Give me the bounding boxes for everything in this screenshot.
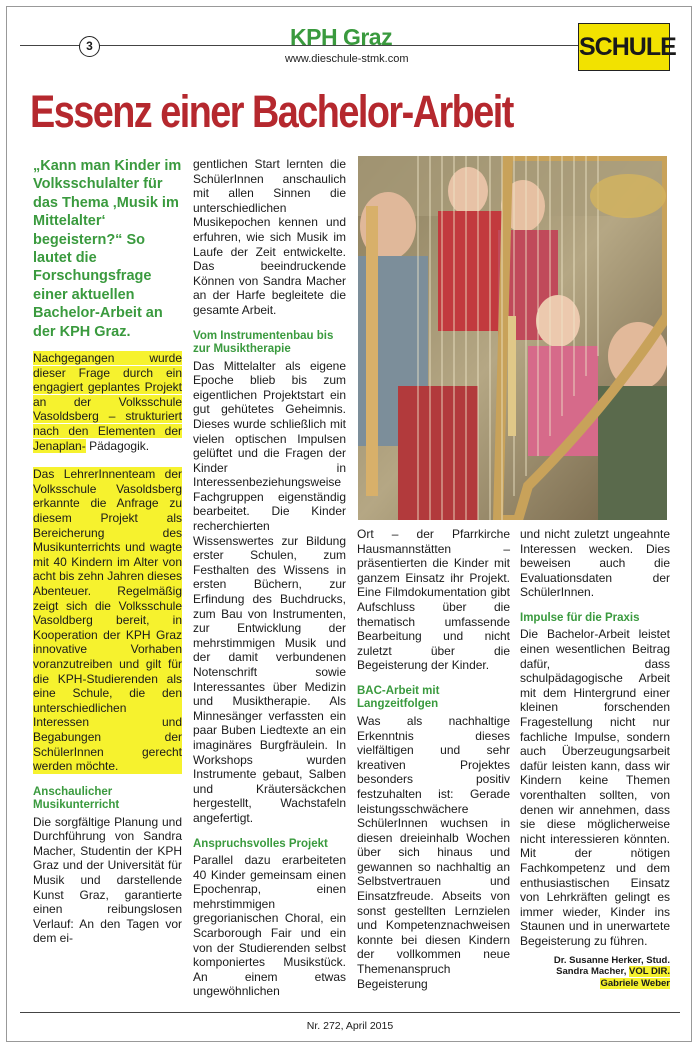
- subheading-instrumentenbau: Vom Instrumentenbau bis zur Musiktherapie: [193, 329, 334, 356]
- column-2: [193, 157, 346, 999]
- subheading-impulse-praxis: Impulse für die Praxis: [520, 611, 640, 624]
- col1-paragraph-1: [33, 351, 182, 453]
- harp-children-photo: [358, 156, 667, 520]
- col3-paragraph-1: Ort – der Pfarrkirche Hausmannstätten – präsentierten die Kinder mit ganzem Einsatz ihr Projekt. Eine Filmdokumentation gibt Aufschluss über die thematisch umfassende Bearbeitung und nicht zuletzt über die Begeisterung der Kinder.: [357, 527, 510, 673]
- headline: Essenz einer Bachelor-Arbeit: [30, 86, 513, 137]
- footer-rule: [20, 1012, 680, 1013]
- col1-paragraph-1-end: Pädagogik.: [89, 438, 150, 453]
- col1-paragraph-3: Die sorgfältige Planung und Durchführung von Sandra Macher, Studentin der KPH Graz und der Universität für Musik und darstellende Kunst Graz, garantierte einen reibungslosen Verlauf: An den Tagen vor dem ei-: [33, 814, 182, 946]
- byline-authors: Dr. Susanne Herker, Stud. Sandra Macher,: [553, 954, 670, 978]
- section-title: KPH Graz: [290, 24, 393, 50]
- highlighted-text: Nachgegangen wurde dieser Frage durch ein engagiert geplantes Projekt an der Volksschule Vasoldsberg – strukturiert nach den Elementen der Jenaplan-: [33, 351, 182, 453]
- col4-paragraph-2: Die Bachelor-Arbeit leistet einen wesentlichen Beitrag dafür, dass schulpädagogische Arbeit mit dem Hintergrund einer kleinen forschenden Fragestellung nicht nur fachliche Impulse, sondern auch Überzeugungsarbeit dafür leisten kann, dass wir Kindern keine Themen vorenthalten sollten, von denen wir annehmen, dass sie diese möglicherweise nicht interessieren könnten. Mit der nötigen Fachkompetenz und dem enthusiastischen Einsatz von Lehrkräften gelingt es immer wieder, Kinder ins Staunen und in unerwartete Begeisterung zu führen.: [520, 627, 670, 948]
- issue-footer: Nr. 272, April 2015: [306, 1020, 394, 1032]
- col1-paragraph-2-highlighted: Das LehrerInnenteam der Volksschule Vasoldsberg erkannte die Anfrage zu diesem Projekt als Bereicherung des Musikunterrichts und wagte mit 40 Kindern im Alter von acht bis zehn Jahren dieses Abenteuer. Regelmäßig zeigt sich die Volksschule Vasoldberg bereit, in Kooperation der KPH Graz innovative Vorhaben voranzutreiben und gilt für die KPH-Studierenden als eine Schule, die den unterschiedlichen Interessen und Begabungen der SchülerInnen gerecht werden möchte.: [33, 467, 182, 774]
- column-1: [33, 157, 182, 946]
- col2-paragraph-1: gentlichen Start lernten die SchülerInnen anschaulich mit allen Sinnen die unterschiedlichen Musikepochen kennen und erfuhren, wie sich Musik im Laufe der Zeit entwickelte. Das beeindruckende Können von Sandra Macher an der Harfe begleitete die gesamte Arbeit.: [193, 157, 346, 317]
- column-4: [520, 527, 670, 989]
- schule-logo: SCHULE: [578, 23, 670, 71]
- header-url[interactable]: www.dieschule-stmk.com: [285, 53, 409, 65]
- col2-paragraph-2: Das Mittelalter als eigene Epoche blieb bis zum eigentlichen Projektstart ein gut gehütetes Geheimnis. Dieses wurde schließlich mit vielen optischen Impulsen gelüftet und die Fragen der Kinder in Interessenbeziehungsweise Fachgruppen eigenständig bearbeitet. Die Kinder recherchierten Wissenswertes zur Bildung erster Schulen, zum Festhalten des Wissens in ersten Büchern, zur Erfindung des Buchdrucks, zum Bau von Instrumenten, zur Entwicklung der mehrstimmigen Musik und der damit verbundenen Notenschrift sowie Interessantes über Medizin und Musiktherapie. Als Minnesänger verfassten ein paar Buben Liedtexte an ein imaginäres Burgfräulein. In Workshops wurden Instrumente gebaut, Salben und Kräutersäckchen hergestellt, Wachstafeln angefertigt.: [193, 358, 346, 825]
- subheading-anspruchsvolles-projekt: Anspruchsvolles Projekt: [193, 837, 328, 850]
- column-3: [357, 527, 510, 991]
- author-byline: [520, 955, 670, 990]
- col4-paragraph-1: und nicht zuletzt ungeahnte Interessen wecken. Dies beweisen auch die Evaluationsdaten der SchülerInnen.: [520, 527, 670, 600]
- lead-question: „Kann man Kinder im Volksschulalter für das Thema ‚Musik im Mittelalter‘ begeistern?“ So lautet die Forschungsfrage einer aktuellen Bachelor-Arbeit an der KPH Graz.: [33, 158, 182, 340]
- col2-paragraph-3: Parallel dazu erarbeiteten 40 Kinder gemeinsam einen Epochenrap, einen mehrstimmigen gregorianischen Choral, ein Scarborough Fair und ein von der Studierenden selbst komponiertes Musikstück. An einem etwas ungewöhnlichen: [193, 853, 346, 999]
- col3-paragraph-2: Was als nachhaltige Erkenntnis dieses vielfältigen und sehr kreativen Projektes besonders positiv festzuhalten ist: Gerade leistungsschwächere SchülerInnen wuchsen in diesen dreieinhalb Wochen über sich hinaus und gewannen so nachhaltig an Selbstvertrauen und Einsatzfreude. Abseits von sonst gestellten Lernzielen und Kompetenznachweisen konnte bei diesen Kindern der vollkommen neue Themenanspruch Begeisterung: [357, 713, 510, 991]
- byline-highlighted-author: VOL DIR. Gabriele Weber: [600, 966, 670, 989]
- subheading-bac-arbeit: BAC-Arbeit mit Langzeitfolgen: [357, 684, 440, 711]
- page-number: 3: [79, 36, 100, 57]
- photo-illustration: [358, 156, 667, 520]
- subheading-anschaulicher-musikunterricht: Anschaulicher Musikunterricht: [33, 785, 120, 812]
